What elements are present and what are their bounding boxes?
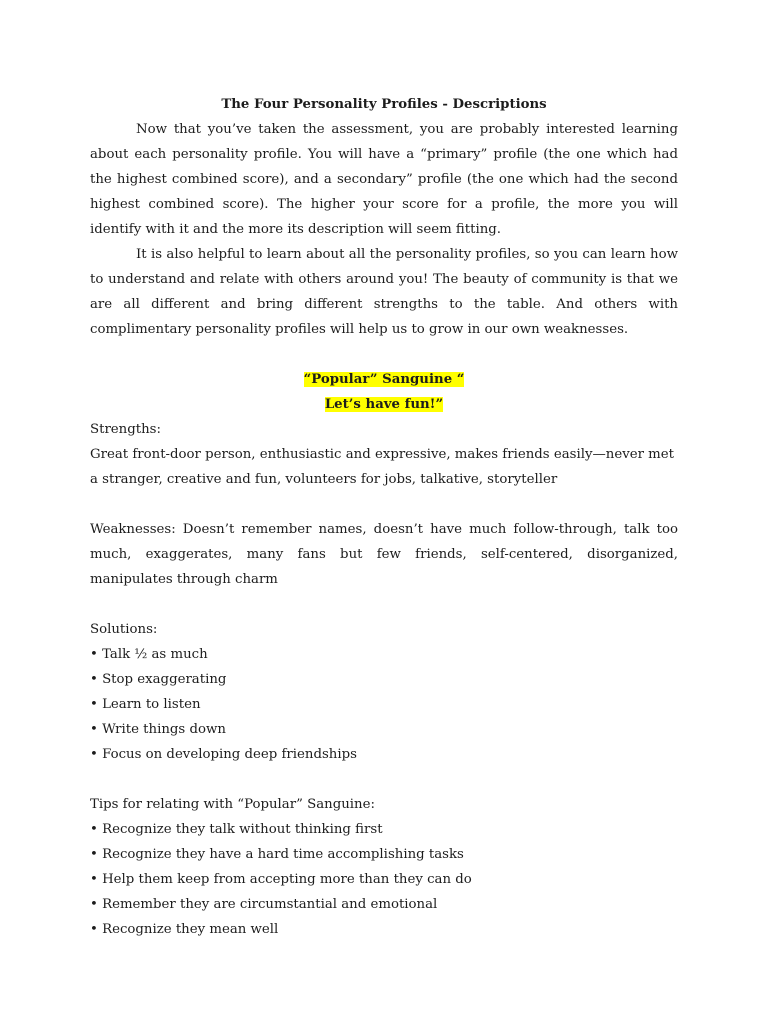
profile-motto-heading: [90, 392, 678, 417]
list-item: • Write things down: [90, 722, 226, 737]
spacer: [90, 492, 678, 517]
strengths-text: Great front-door person, enthusiastic and expressive, makes friends easily—never met a stranger, creative and fun, volunteers for jobs, talkative, storyteller: [90, 447, 674, 487]
tips-label: Tips for relating with “Popular” Sanguine:: [90, 797, 375, 812]
document-title: The Four Personality Profiles - Descriptions: [221, 97, 547, 112]
list-item: • Remember they are circumstantial and emotional: [90, 897, 438, 912]
solutions-list: [90, 642, 678, 767]
list-item: • Recognize they mean well: [90, 922, 279, 937]
profile-name: “Popular” Sanguine “: [303, 372, 465, 387]
list-item: • Recognize they talk without thinking first: [90, 822, 383, 837]
intro-paragraph-1: Now that you’ve taken the assessment, you are probably interested learning about each personality profile. You will have a “primary” profile (the one which had the highest combined score), and a secondary” profile (the one which had the second highest combined score). The higher your score for a profile, the more you will identify with it and the more its description will seem fitting.: [90, 122, 678, 237]
list-item: • Focus on developing deep friendships: [90, 747, 357, 762]
strengths-label: Strengths:: [90, 422, 161, 437]
document-page: [90, 92, 678, 942]
solutions-label: Solutions:: [90, 622, 158, 637]
list-item: • Stop exaggerating: [90, 672, 227, 687]
list-item: • Help them keep from accepting more than they can do: [90, 872, 472, 887]
intro-paragraph-2: It is also helpful to learn about all the personality profiles, so you can learn how to understand and relate with others around you! The beauty of community is that we are all different and bring different strengths to the table. And others with complimentary personality profiles will help us to grow in our own weaknesses.: [90, 247, 678, 337]
list-item: • Recognize they have a hard time accomplishing tasks: [90, 847, 464, 862]
weaknesses-text: Weaknesses: Doesn’t remember names, doesn’t have much follow-through, talk too much, exaggerates, many fans but few friends, self-centered, disorganized, manipulates through charm: [90, 522, 678, 587]
profile-name-heading: [90, 367, 678, 392]
spacer: [90, 342, 678, 367]
list-item: • Talk ½ as much: [90, 647, 208, 662]
tips-list: [90, 817, 678, 942]
spacer: [90, 767, 678, 792]
spacer: [90, 592, 678, 617]
profile-motto: Let’s have fun!”: [324, 397, 444, 412]
list-item: • Learn to listen: [90, 697, 201, 712]
